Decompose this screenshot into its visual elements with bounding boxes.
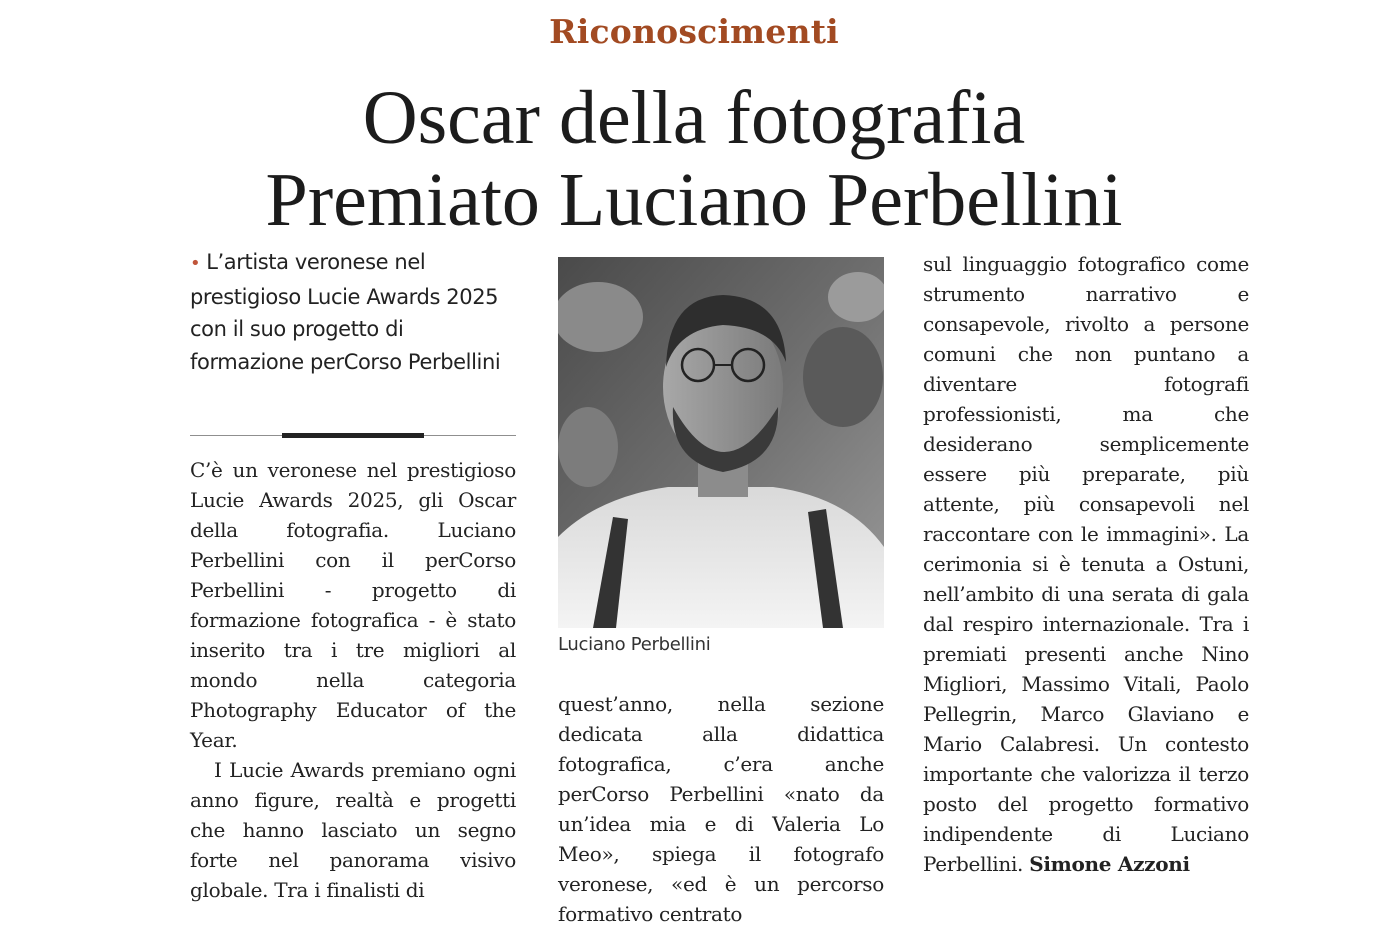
divider-accent [282, 433, 424, 438]
paragraph-1: C’è un veronese nel prestigioso Lucie Awards 2025, gli Oscar della fotografia. Luciano Perbellini con il perCorso Perbellini - progetto di formazione fotografica - è stato inserito tra i tre migliori al mondo nella categoria Photography Educator of the Year. [190, 458, 516, 752]
article-column-3 [923, 249, 1249, 879]
portrait-photo [558, 257, 884, 628]
bullet-icon: • [190, 253, 201, 274]
paragraph-2: I Lucie Awards premiano ogni anno figure, realtà e progetti che hanno lasciato un segno forte nel panorama visivo globale. Tra i finalisti di [190, 758, 516, 902]
paragraph-4-text: sul linguaggio fotografico come strumento narrativo e consapevole, rivolto a persone comuni che non puntano a diventare fotografi professionisti, ma che desiderano semplicemente essere più preparate, più attente, più consapevoli nel raccontare con le immagini». La cerimonia si è tenuta a Ostuni, nell’ambito di una serata di gala dal respiro internazionale. Tra i premiati presenti anche Nino Migliori, Massimo Vitali, Paolo Pellegrin, Marco Glaviano e Mario Calabresi. Un contesto importante che valorizza il terzo posto del progetto formativo indipendente di Luciano Perbellini. [923, 252, 1249, 876]
article-column-2 [558, 689, 884, 929]
headline-line-1: Oscar della fotografia [362, 76, 1026, 160]
headline-line-2: Premiato Luciano Perbellini [265, 158, 1123, 242]
summary-text: L’artista veronese nel prestigioso Lucie Awards 2025 con il suo progetto di formazione perCorso Perbellini [190, 250, 501, 374]
paragraph-4 [923, 249, 1249, 879]
paragraph-3: quest’anno, nella sezione dedicata alla didattica fotografica, c’era anche perCorso Perbellini «nato da un’idea mia e di Valeria Lo Meo», spiega il fotografo veronese, «ed è un percorso formativo centrato [558, 692, 884, 926]
photo-caption: Luciano Perbellini [558, 634, 711, 655]
article-summary [190, 246, 520, 378]
article-column-1 [190, 455, 516, 905]
author-byline: Simone Azzoni [1029, 852, 1190, 876]
section-kicker: Riconoscimenti [549, 12, 839, 51]
